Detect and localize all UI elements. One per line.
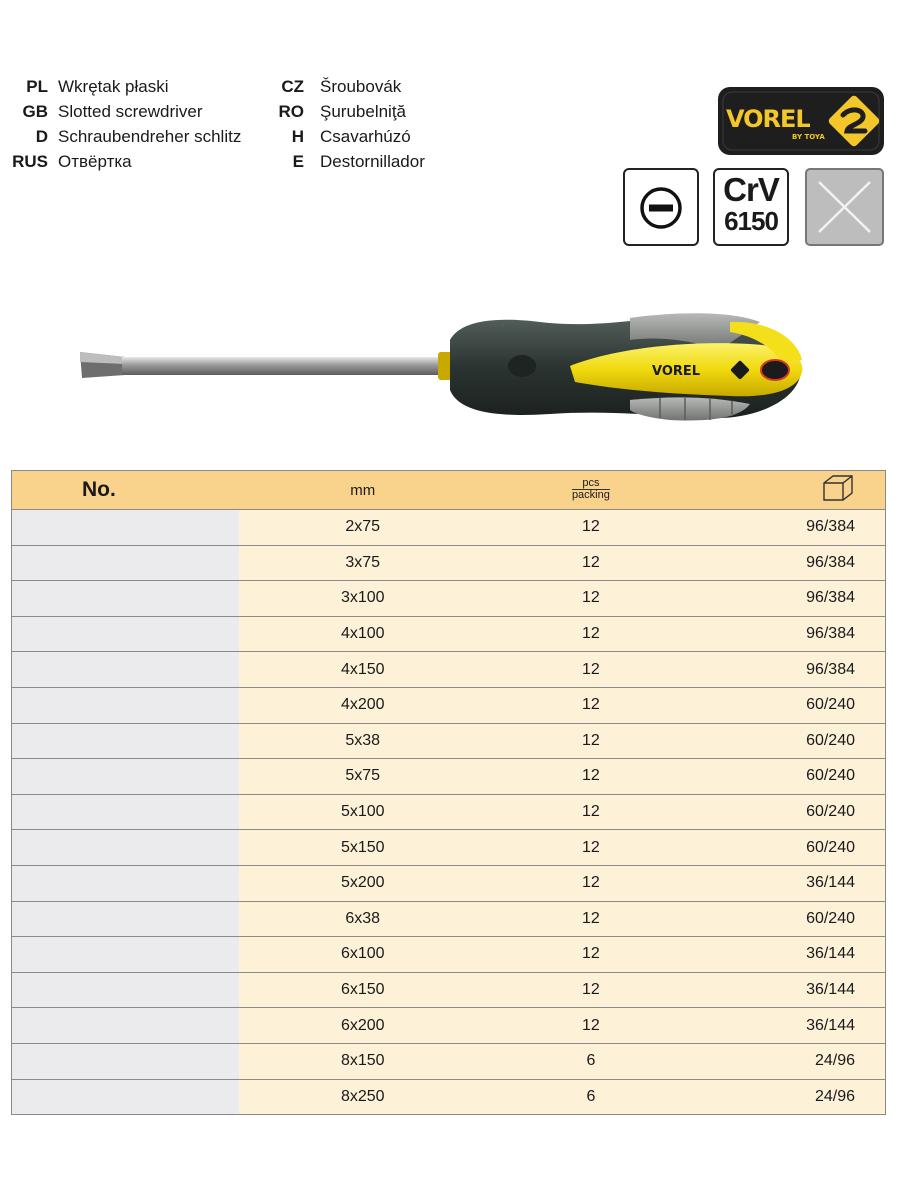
col-header-no: No. xyxy=(12,471,240,510)
col-header-box xyxy=(704,471,886,510)
crv-6150-badge: CrV 6150 xyxy=(713,168,789,246)
cell-pcs: 6 xyxy=(478,1043,704,1079)
cell-box: 96/384 xyxy=(704,652,886,688)
cell-no xyxy=(12,830,240,866)
table-row xyxy=(12,794,886,830)
table-header-row xyxy=(12,471,886,510)
col-header-pcs-packing xyxy=(478,471,704,510)
cell-box: 24/96 xyxy=(704,1079,886,1115)
product-names-right xyxy=(270,74,425,174)
cell-box: 36/144 xyxy=(704,865,886,901)
cell-pcs: 12 xyxy=(478,759,704,795)
cell-pcs: 12 xyxy=(478,865,704,901)
cell-no xyxy=(12,510,240,546)
cell-box: 36/144 xyxy=(704,972,886,1008)
cell-mm: 6x100 xyxy=(239,937,478,973)
cell-pcs: 12 xyxy=(478,901,704,937)
screwdriver-image xyxy=(70,300,810,440)
table-row xyxy=(12,1043,886,1079)
cell-box: 60/240 xyxy=(704,723,886,759)
cell-box: 60/240 xyxy=(704,759,886,795)
cell-no xyxy=(12,759,240,795)
svg-text:VOREL: VOREL xyxy=(726,105,810,133)
cell-mm: 6x38 xyxy=(239,901,478,937)
cell-mm: 6x200 xyxy=(239,1008,478,1044)
table-row xyxy=(12,687,886,723)
cell-mm: 5x200 xyxy=(239,865,478,901)
cell-no xyxy=(12,687,240,723)
spec-table xyxy=(11,470,886,1115)
cell-box: 60/240 xyxy=(704,901,886,937)
cell-no xyxy=(12,581,240,617)
cell-box: 96/384 xyxy=(704,545,886,581)
cell-mm: 8x150 xyxy=(239,1043,478,1079)
cell-mm: 2x75 xyxy=(239,510,478,546)
table-row xyxy=(12,616,886,652)
table-row xyxy=(12,581,886,617)
cell-mm: 4x200 xyxy=(239,687,478,723)
box-icon xyxy=(821,473,855,503)
cell-mm: 5x38 xyxy=(239,723,478,759)
cell-box: 36/144 xyxy=(704,1008,886,1044)
cell-mm: 5x150 xyxy=(239,830,478,866)
name-row-rus: RUS Отвёртка xyxy=(12,152,132,171)
cell-no xyxy=(12,937,240,973)
cell-mm: 5x75 xyxy=(239,759,478,795)
cell-box: 60/240 xyxy=(704,830,886,866)
cell-box: 96/384 xyxy=(704,616,886,652)
cell-no xyxy=(12,616,240,652)
cell-no xyxy=(12,901,240,937)
slotted-head-icon xyxy=(623,168,699,246)
table-row xyxy=(12,830,886,866)
name-row-e: E Destornillador xyxy=(292,152,425,171)
cell-pcs: 12 xyxy=(478,972,704,1008)
cell-pcs: 12 xyxy=(478,581,704,617)
cell-pcs: 12 xyxy=(478,545,704,581)
table-row xyxy=(12,937,886,973)
cell-box: 36/144 xyxy=(704,937,886,973)
cell-mm: 3x100 xyxy=(239,581,478,617)
cell-no xyxy=(12,1043,240,1079)
name-row-cz: CZ Šroubovák xyxy=(281,77,402,96)
cell-mm: 3x75 xyxy=(239,545,478,581)
col-header-mm: mm xyxy=(239,471,478,510)
cell-pcs: 12 xyxy=(478,937,704,973)
cell-mm: 4x100 xyxy=(239,616,478,652)
cell-no xyxy=(12,1008,240,1044)
table-body xyxy=(12,510,886,1115)
cell-mm: 4x150 xyxy=(239,652,478,688)
table-row xyxy=(12,1079,886,1115)
cell-box: 96/384 xyxy=(704,510,886,546)
cell-no xyxy=(12,1079,240,1115)
table-row xyxy=(12,510,886,546)
name-row-ro: RO Şurubelniţă xyxy=(278,102,407,121)
table-row xyxy=(12,1008,886,1044)
cell-no xyxy=(12,652,240,688)
table-row xyxy=(12,723,886,759)
cell-pcs: 6 xyxy=(478,1079,704,1115)
cell-no xyxy=(12,794,240,830)
cell-mm: 5x100 xyxy=(239,794,478,830)
cell-pcs: 12 xyxy=(478,794,704,830)
name-row-d: D Schraubendreher schlitz xyxy=(35,127,242,146)
cell-pcs: 12 xyxy=(478,1008,704,1044)
table-row xyxy=(12,865,886,901)
cell-no xyxy=(12,545,240,581)
table-row xyxy=(12,652,886,688)
name-row-gb: GB Slotted screwdriver xyxy=(22,102,203,121)
product-names-left xyxy=(10,74,241,174)
not-insulated-icon xyxy=(805,168,884,246)
cell-box: 60/240 xyxy=(704,687,886,723)
name-row-pl: PL Wkrętak płaski xyxy=(26,77,169,96)
cell-pcs: 12 xyxy=(478,510,704,546)
cell-box: 24/96 xyxy=(704,1043,886,1079)
table-row xyxy=(12,972,886,1008)
cell-no xyxy=(12,723,240,759)
table-row xyxy=(12,901,886,937)
cell-pcs: 12 xyxy=(478,687,704,723)
cell-mm: 6x150 xyxy=(239,972,478,1008)
cell-box: 96/384 xyxy=(704,581,886,617)
name-row-h: H Csavarhúzó xyxy=(291,127,411,146)
table-row xyxy=(12,759,886,795)
svg-text:BY TOYA: BY TOYA xyxy=(792,133,825,141)
cell-pcs: 12 xyxy=(478,652,704,688)
tool-brand-text: VOREL xyxy=(652,364,701,379)
cell-mm: 8x250 xyxy=(239,1079,478,1115)
cell-pcs: 12 xyxy=(478,723,704,759)
vorel-logo xyxy=(718,87,884,155)
cell-no xyxy=(12,972,240,1008)
pcs-per-packing-label: pcs packing xyxy=(571,476,610,501)
cell-box: 60/240 xyxy=(704,794,886,830)
cell-no xyxy=(12,865,240,901)
cell-pcs: 12 xyxy=(478,616,704,652)
cell-pcs: 12 xyxy=(478,830,704,866)
table-row xyxy=(12,545,886,581)
